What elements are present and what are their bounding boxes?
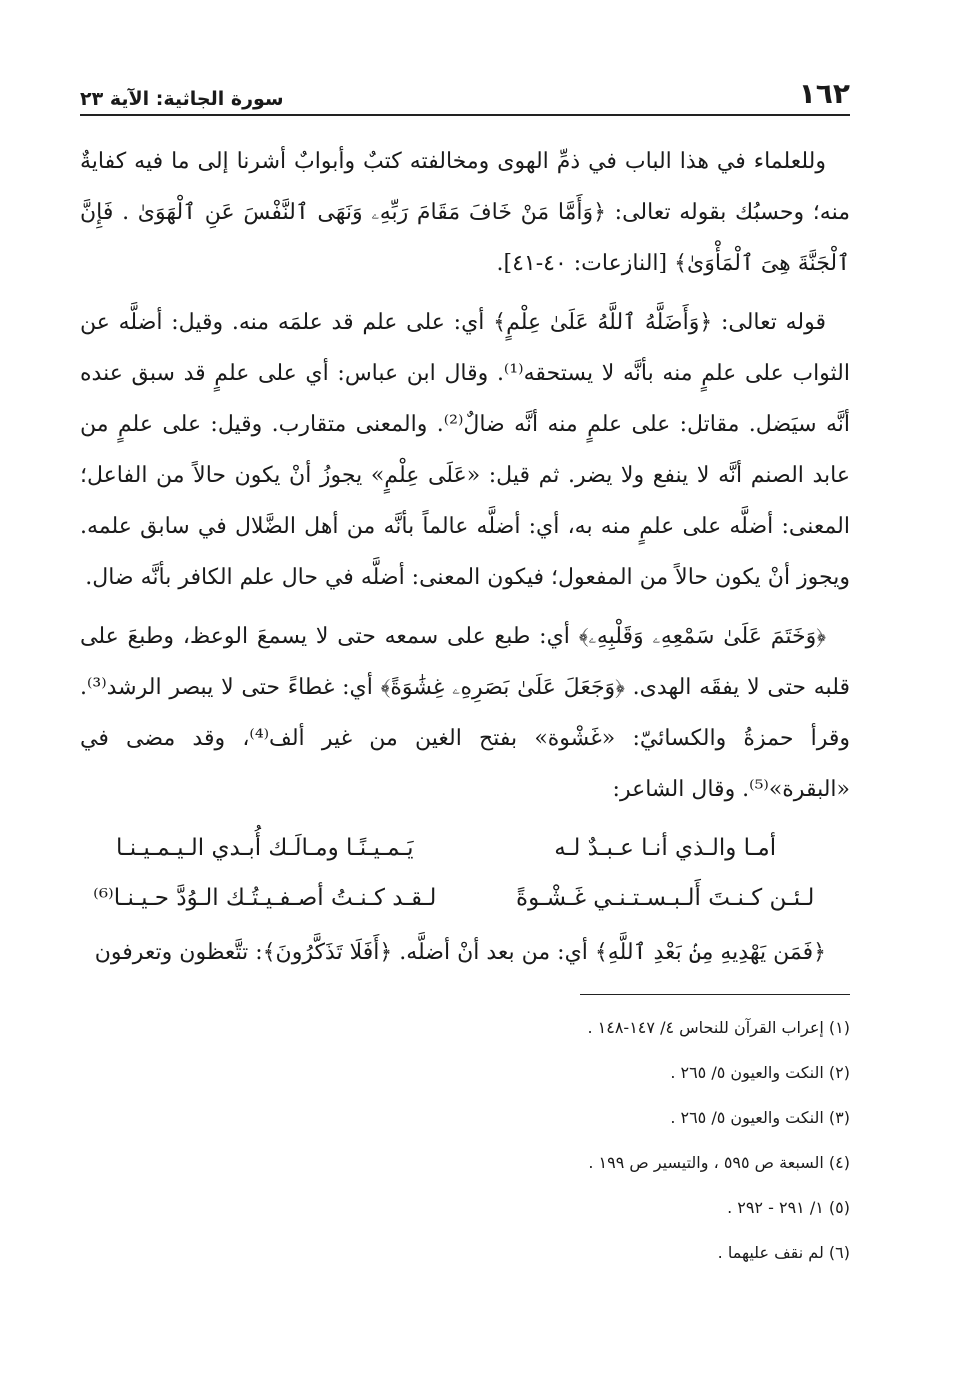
running-head: سورة الجاثية: الآية ٢٣	[80, 88, 284, 110]
footnote: (٦) لم نقف عليهما .	[717, 1243, 850, 1262]
footnote: (١) إعراب القرآن للنحاس ٤/ ١٤٧-١٤٨ .	[587, 1018, 850, 1037]
paragraph-2: قوله تعالى: ﴿وَأَضَلَّهُ ٱللَّهُ عَلَىٰ عِلْمٍ﴾ أي: على علم قد علمَه منه. وقيل: أضلَّه عن الثواب على علمٍ منه بأنَّه لا يستحقه⁽¹⁾. وقال ابن عباس: أي على علمٍ قد سبق عنده أنَّه سيَضل. مقاتل: على علمٍ منه أنَّه ضالٌ⁽²⁾. والمعنى متقارب. وقيل: على علمٍ من عابد الصنم أنَّه لا ينفع ولا يضر. ثم قيل: «عَلَى عِلْمٍ» يجوزُ أنْ يكون حالاً من الفاعل؛ المعنى: أضلَّه على علمٍ منه به، أي: أضلَّه عالماً بأنَّه من أهل الضَّلال في سابق علمه. ويجوز أنْ يكون حالاً من المفعول؛ فيكون المعنى: أضلَّه في حال علم الكافر بأنَّه ضال.	[80, 310, 850, 590]
verse-line-2	[80, 873, 850, 923]
paragraph-3: ﴿وَخَتَمَ عَلَىٰ سَمْعِهِۦ وَقَلْبِهِۦ﴾ أي: طبع على سمعه حتى لا يسمعَ الوعظ، وطبعَ على قلبه حتى لا يفقَه الهدى. ﴿وَجَعَلَ عَلَىٰ بَصَرِهِۦ غِشَٰوَةً﴾ أي: غطاءً حتى لا يبصر الرشد⁽³⁾. وقرأ حمزةُ والكسائيّ: «غَشْوة» بفتح الغين من غير ألف⁽⁴⁾، وقد مضى في «البقرة»⁽⁵⁾. وقال الشاعر:	[80, 624, 851, 802]
verse-hemistich: يَـمـيـنًـا ومـالَـك أُبـدي الـيـمـيـنـا	[115, 835, 414, 861]
footnote: (٢) النكت والعيون ٥/ ٢٦٥ .	[670, 1063, 850, 1082]
poetry-block	[80, 823, 850, 923]
verse-hemistich: أمـا والـذي أنـا عـبـدٌ لـه	[554, 835, 777, 861]
page-number: ١٦٢	[798, 77, 850, 110]
footnote: (٣) النكت والعيون ٥/ ٢٦٥ .	[670, 1108, 850, 1127]
footnote-divider	[580, 994, 850, 995]
body-text	[80, 136, 850, 978]
footnote: (٤) السبعة ص ٥٩٥ ، والتيسير ص ١٩٩ .	[588, 1153, 850, 1172]
verse-hemistich: لـقـد كـنـتُ أصـفـيـتُـك الـوُدَّ حـيـنـا⁽⁶⁾	[93, 885, 437, 911]
document-page	[80, 70, 850, 1287]
paragraph-4: ﴿فَمَن يَهْدِيهِ مِنۢ بَعْدِ ٱللَّهِ﴾ أي: من بعد أنْ أضلَّه. ﴿أَفَلَا تَذَكَّرُونَ﴾: تتَّعظون وتعرفون	[94, 940, 826, 965]
verse-hemistich: لـئـن كـنـتَ أَلـبـسـتـنـي غَـشْـوةً	[516, 885, 815, 911]
footnote: (٥) ١/ ٢٩١ - ٢٩٢ .	[727, 1198, 850, 1217]
verse-line-1	[80, 823, 850, 873]
paragraph-1: وللعلماء في هذا الباب في ذمِّ الهوى ومخالفته كتبٌ وأبوابٌ أشرنا إلى ما فيه كفايةٌ منه؛ وحسبُك بقوله تعالى: ﴿وَأَمَّا مَنْ خَافَ مَقَامَ رَبِّهِۦ وَنَهَى ٱلنَّفْسَ عَنِ ٱلْهَوَىٰ . فَإِنَّ ٱلْجَنَّةَ هِىَ ٱلْمَأْوَىٰ﴾ [النازعات: ٤٠-٤١].	[80, 149, 850, 276]
page-header	[80, 70, 850, 116]
footnotes	[80, 1017, 850, 1264]
